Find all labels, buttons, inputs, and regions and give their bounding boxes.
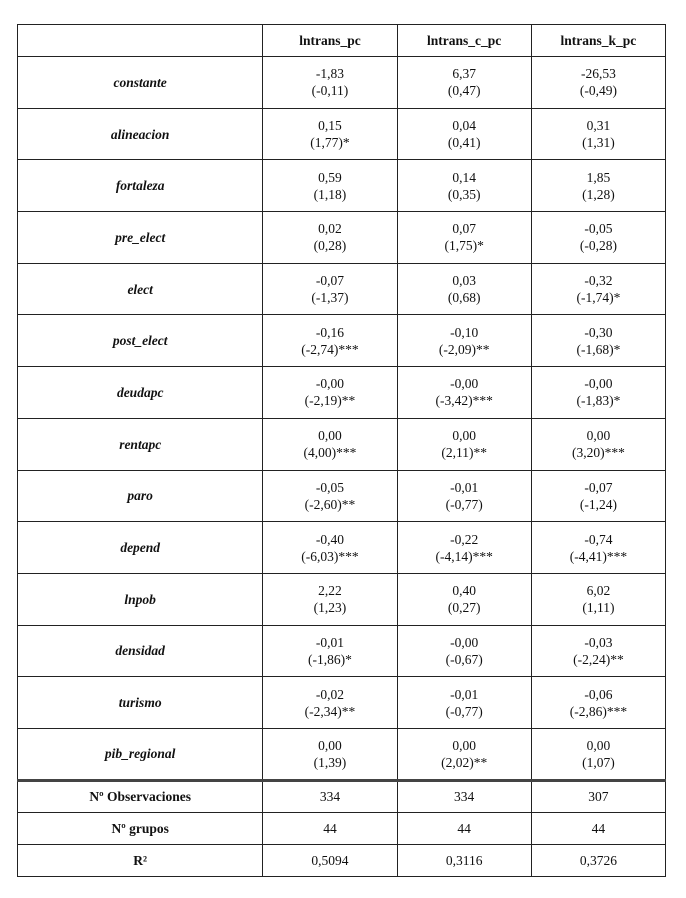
coefficient-value: 0,15	[318, 118, 342, 134]
t-statistic: (0,47)	[447, 83, 481, 99]
coefficient-cell	[263, 263, 397, 315]
coefficient-value: 0,59	[318, 169, 342, 185]
t-statistic: (1,31)	[582, 135, 615, 151]
header-corner	[18, 25, 263, 57]
coefficient-cell	[263, 212, 397, 264]
t-statistic: (-1,68)*	[576, 341, 621, 357]
summary-value: 44	[397, 812, 531, 844]
t-statistic: (-0,28)	[579, 238, 617, 254]
regression-table-container	[17, 24, 666, 877]
t-statistic: (1,23)	[313, 600, 347, 616]
coefficient-cell	[397, 160, 531, 212]
header-col-lntrans-c-pc: lntrans_c_pc	[397, 25, 531, 57]
coefficient-cell	[263, 728, 397, 780]
t-statistic: (-0,67)	[445, 651, 483, 667]
coefficient-cell	[531, 625, 665, 677]
coefficient-value: -0,06	[584, 686, 613, 702]
t-statistic: (1,11)	[582, 600, 615, 616]
coefficient-cell	[263, 677, 397, 729]
variable-name: densidad	[18, 625, 263, 677]
coefficient-cell	[397, 470, 531, 522]
coefficient-value: -0,00	[450, 634, 479, 650]
coefficient-value: -0,74	[584, 531, 613, 547]
coefficient-cell	[397, 418, 531, 470]
coefficient-cell	[397, 315, 531, 367]
t-statistic: (-0,77)	[445, 703, 483, 719]
t-statistic: (4,00)***	[303, 445, 357, 461]
regression-table	[17, 24, 666, 877]
coefficient-value: 0,04	[452, 118, 476, 134]
coefficient-value: 2,22	[318, 583, 342, 599]
coefficient-cell	[263, 57, 397, 109]
t-statistic: (-1,74)*	[576, 290, 621, 306]
t-statistic: (-6,03)***	[301, 548, 359, 564]
summary-row	[18, 780, 666, 812]
coefficient-value: -0,01	[450, 686, 479, 702]
t-statistic: (0,35)	[447, 186, 481, 202]
coefficient-cell	[531, 573, 665, 625]
t-statistic: (-0,77)	[445, 496, 483, 512]
t-statistic: (2,11)**	[441, 445, 487, 461]
coefficient-cell	[531, 263, 665, 315]
header-col-lntrans-pc: lntrans_pc	[263, 25, 397, 57]
coefficient-value: -0,22	[450, 531, 479, 547]
coefficient-value: 0,07	[452, 221, 476, 237]
variable-name: turismo	[18, 677, 263, 729]
variable-name: alineacion	[18, 108, 263, 160]
coefficient-value: -0,05	[315, 479, 345, 495]
variable-name: fortaleza	[18, 160, 263, 212]
coefficient-cell	[531, 160, 665, 212]
coefficient-cell	[263, 367, 397, 419]
t-statistic: (-2,19)**	[304, 393, 356, 409]
table-row	[18, 625, 666, 677]
coefficient-value: 6,37	[452, 66, 476, 82]
summary-value: 307	[531, 780, 665, 812]
coefficient-value: -0,30	[584, 324, 613, 340]
t-statistic: (1,75)*	[444, 238, 484, 254]
t-statistic: (-4,41)***	[569, 548, 628, 564]
summary-value: 0,3116	[397, 844, 531, 876]
coefficient-value: 6,02	[586, 583, 611, 599]
coefficient-value: -0,02	[315, 686, 345, 702]
table-row	[18, 315, 666, 367]
summary-value: 44	[263, 812, 397, 844]
table-row	[18, 470, 666, 522]
summary-value: 44	[531, 812, 665, 844]
t-statistic: (-1,86)*	[308, 651, 352, 667]
variable-name: depend	[18, 522, 263, 574]
header-row	[18, 25, 666, 57]
t-statistic: (1,07)	[582, 754, 615, 770]
coefficient-value: -0,40	[315, 531, 345, 547]
coefficient-value: 0,14	[452, 169, 476, 185]
coefficient-cell	[531, 57, 665, 109]
coefficient-cell	[397, 263, 531, 315]
coefficient-cell	[263, 418, 397, 470]
summary-row	[18, 844, 666, 876]
t-statistic: (-2,74)***	[301, 341, 359, 357]
table-header	[18, 25, 666, 57]
coefficient-value: 0,00	[318, 737, 342, 753]
coefficient-value: -1,83	[315, 66, 345, 82]
coefficient-value: 0,00	[452, 737, 476, 753]
coefficient-value: 0,31	[586, 118, 611, 134]
coefficient-value: -0,10	[450, 324, 479, 340]
coefficient-cell	[263, 108, 397, 160]
t-statistic: (-2,34)**	[304, 703, 356, 719]
coefficient-cell	[263, 160, 397, 212]
coefficient-cell	[531, 470, 665, 522]
t-statistic: (2,02)**	[441, 754, 488, 770]
table-row	[18, 728, 666, 780]
coefficient-cell	[263, 315, 397, 367]
header-col-lntrans-k-pc: lntrans_k_pc	[531, 25, 665, 57]
variable-name: lnpob	[18, 573, 263, 625]
t-statistic: (-1,37)	[311, 290, 349, 306]
coefficient-value: 0,00	[318, 428, 342, 444]
t-statistic: (-2,24)**	[573, 651, 624, 667]
coefficient-value: 1,85	[586, 169, 611, 185]
summary-rows	[18, 780, 666, 876]
t-statistic: (-2,09)**	[438, 341, 490, 357]
t-statistic: (-1,83)*	[576, 393, 621, 409]
t-statistic: (1,77)*	[310, 135, 350, 151]
coefficient-value: -0,00	[584, 376, 613, 392]
coefficient-cell	[397, 573, 531, 625]
variable-name: deudapc	[18, 367, 263, 419]
coefficient-value: 0,00	[586, 737, 611, 753]
coefficient-cell	[263, 522, 397, 574]
coefficient-value: -26,53	[580, 66, 616, 82]
t-statistic: (-2,60)**	[304, 496, 356, 512]
variable-rows	[18, 57, 666, 781]
coefficient-value: -0,05	[584, 221, 613, 237]
t-statistic: (-4,14)***	[435, 548, 493, 564]
variable-name: elect	[18, 263, 263, 315]
coefficient-cell	[397, 57, 531, 109]
coefficient-cell	[397, 522, 531, 574]
coefficient-cell	[531, 367, 665, 419]
summary-label: Nº grupos	[18, 812, 263, 844]
table-row	[18, 212, 666, 264]
coefficient-cell	[531, 418, 665, 470]
t-statistic: (-1,24)	[579, 496, 617, 512]
coefficient-value: -0,32	[584, 273, 613, 289]
coefficient-cell	[531, 212, 665, 264]
t-statistic: (0,68)	[447, 290, 481, 306]
coefficient-value: -0,01	[315, 634, 345, 650]
t-statistic: (0,28)	[313, 238, 347, 254]
summary-row	[18, 812, 666, 844]
table-row	[18, 160, 666, 212]
coefficient-cell	[397, 212, 531, 264]
coefficient-cell	[397, 728, 531, 780]
variable-name: post_elect	[18, 315, 263, 367]
coefficient-cell	[397, 108, 531, 160]
coefficient-cell	[531, 677, 665, 729]
coefficient-value: -0,00	[315, 376, 345, 392]
summary-label: R²	[18, 844, 263, 876]
coefficient-value: 0,03	[452, 273, 476, 289]
coefficient-value: 0,02	[318, 221, 342, 237]
coefficient-cell	[397, 367, 531, 419]
coefficient-value: 0,00	[452, 428, 476, 444]
t-statistic: (0,27)	[447, 600, 481, 616]
t-statistic: (1,39)	[313, 754, 347, 770]
variable-name: rentapc	[18, 418, 263, 470]
coefficient-value: -0,00	[450, 376, 479, 392]
coefficient-value: -0,01	[450, 479, 479, 495]
coefficient-value: -0,07	[584, 479, 613, 495]
coefficient-cell	[531, 728, 665, 780]
t-statistic: (-0,11)	[311, 83, 349, 99]
table-row	[18, 367, 666, 419]
summary-value: 334	[263, 780, 397, 812]
summary-value: 0,5094	[263, 844, 397, 876]
variable-name: pre_elect	[18, 212, 263, 264]
coefficient-cell	[531, 108, 665, 160]
table-row	[18, 108, 666, 160]
summary-label: Nº Observaciones	[18, 780, 263, 812]
t-statistic: (-3,42)***	[435, 393, 493, 409]
coefficient-cell	[263, 573, 397, 625]
t-statistic: (3,20)***	[571, 445, 625, 461]
t-statistic: (1,18)	[313, 186, 347, 202]
coefficient-cell	[263, 470, 397, 522]
table-row	[18, 573, 666, 625]
coefficient-value: 0,00	[586, 428, 611, 444]
t-statistic: (1,28)	[582, 186, 615, 202]
table-row	[18, 263, 666, 315]
coefficient-value: 0,40	[452, 583, 476, 599]
coefficient-cell	[263, 625, 397, 677]
coefficient-value: -0,07	[315, 273, 345, 289]
coefficient-value: -0,03	[584, 634, 613, 650]
table-row	[18, 418, 666, 470]
coefficient-cell	[531, 522, 665, 574]
coefficient-cell	[531, 315, 665, 367]
coefficient-value: -0,16	[315, 324, 345, 340]
variable-name: paro	[18, 470, 263, 522]
coefficient-cell	[397, 677, 531, 729]
summary-value: 0,3726	[531, 844, 665, 876]
t-statistic: (-2,86)***	[569, 703, 628, 719]
table-row	[18, 57, 666, 109]
table-row	[18, 677, 666, 729]
t-statistic: (-0,49)	[579, 83, 617, 99]
table-row	[18, 522, 666, 574]
coefficient-cell	[397, 625, 531, 677]
variable-name: constante	[18, 57, 263, 109]
summary-value: 334	[397, 780, 531, 812]
t-statistic: (0,41)	[447, 135, 481, 151]
variable-name: pib_regional	[18, 728, 263, 780]
